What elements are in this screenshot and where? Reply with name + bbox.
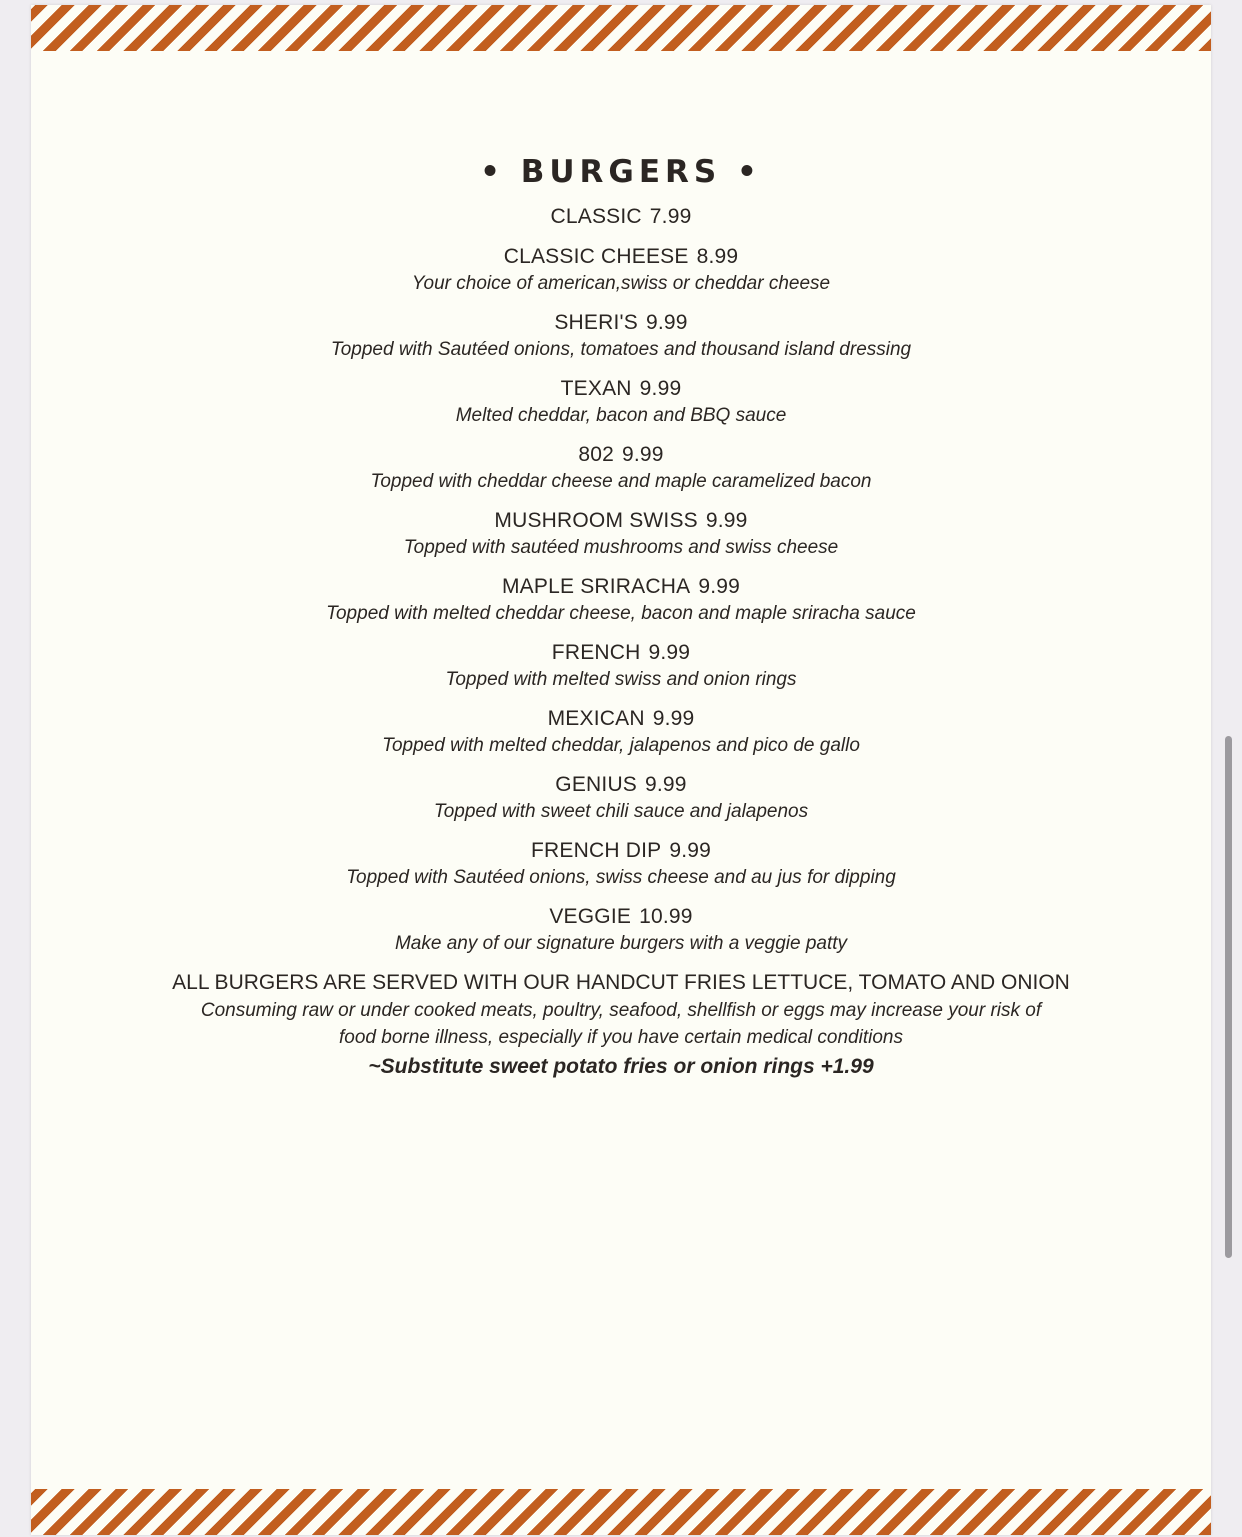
menu-item-name: TEXAN [560,377,632,400]
menu-item-list [31,203,1211,957]
menu-item [31,203,1211,231]
menu-item [31,837,1211,891]
menu-item-description: Topped with sautéed mushrooms and swiss cheese [403,537,839,558]
menu-item-name: MAPLE SRIRACHA [501,575,691,598]
menu-item-name: 802 [578,443,614,466]
menu-item-price: 9.99 [648,641,691,664]
menu-item [31,903,1211,957]
menu-item-price: 9.99 [698,575,741,598]
health-warning: Consuming raw or under cooked meats, poultry, seafood, shellfish or eggs may increase your risk of food borne illness, especially if you have certain medical conditions [200,1000,1042,1048]
menu-item-title [31,507,1211,535]
menu-item-name: SHERI'S [554,311,638,334]
menu-item-name: MUSHROOM SWISS [494,509,698,532]
menu-item [31,705,1211,759]
top-stripe-border [31,5,1211,51]
menu-item-description: Topped with melted cheddar cheese, bacon and maple sriracha sauce [326,603,916,624]
substitute-note: ~Substitute sweet potato fries or onion rings +1.99 [368,1055,874,1078]
menu-item [31,375,1211,429]
menu-item [31,573,1211,627]
bottom-stripe-border [31,1489,1211,1535]
menu-item-description: Topped with melted cheddar, jalapenos and pico de gallo [382,735,860,756]
menu-item-title [31,309,1211,337]
menu-item-title [31,771,1211,799]
menu-item-title [31,705,1211,733]
menu-item-price: 9.99 [652,707,695,730]
menu-item-price: 9.99 [621,443,664,466]
menu-item-price: 7.99 [649,205,692,228]
menu-item-description: Make any of our signature burgers with a veggie patty [394,933,848,954]
menu-item-description: Topped with melted swiss and onion rings [445,669,797,690]
menu-item-title [31,375,1211,403]
menu-item [31,243,1211,297]
menu-item-title [31,243,1211,271]
menu-item-title [31,203,1211,231]
menu-item-name: CLASSIC [550,205,642,228]
menu-item-description: Topped with Sautéed onions, tomatoes and thousand island dressing [330,339,912,360]
menu-item-title [31,903,1211,931]
menu-item-price: 9.99 [669,839,712,862]
menu-item [31,441,1211,495]
menu-item-description: Topped with cheddar cheese and maple caramelized bacon [370,471,872,492]
menu-item-description: Your choice of american,swiss or cheddar cheese [411,273,831,294]
menu-item-name: FRENCH [551,641,641,664]
menu-page [31,5,1211,1535]
menu-item-name: CLASSIC CHEESE [503,245,689,268]
menu-item-name: VEGGIE [549,905,632,928]
menu-item-title [31,639,1211,667]
menu-item [31,309,1211,363]
menu-item-title [31,837,1211,865]
menu-item-title [31,573,1211,601]
menu-item-price: 8.99 [696,245,739,268]
served-with-note: ALL BURGERS ARE SERVED WITH OUR HANDCUT FRIES LETTUCE, TOMATO AND ONION [172,971,1070,994]
menu-item-description: Topped with sweet chili sauce and jalapenos [433,801,809,822]
menu-item [31,639,1211,693]
menu-item-price: 10.99 [639,905,693,928]
menu-item-description: Topped with Sautéed onions, swiss cheese and au jus for dipping [346,867,896,888]
section-heading: • BURGERS • [480,154,762,190]
menu-item-price: 9.99 [645,311,688,334]
menu-item-price: 9.99 [639,377,682,400]
menu-item-name: FRENCH DIP [530,839,662,862]
menu-item-price: 9.99 [705,509,748,532]
menu-content [31,151,1211,1083]
vertical-scrollbar[interactable] [1225,736,1232,1258]
menu-item [31,507,1211,561]
menu-item-title [31,441,1211,469]
menu-item [31,771,1211,825]
menu-item-description: Melted cheddar, bacon and BBQ sauce [455,405,787,426]
menu-item-price: 9.99 [645,773,687,796]
menu-item-name: MEXICAN [547,707,645,730]
menu-item-name: GENIUS [555,773,638,796]
